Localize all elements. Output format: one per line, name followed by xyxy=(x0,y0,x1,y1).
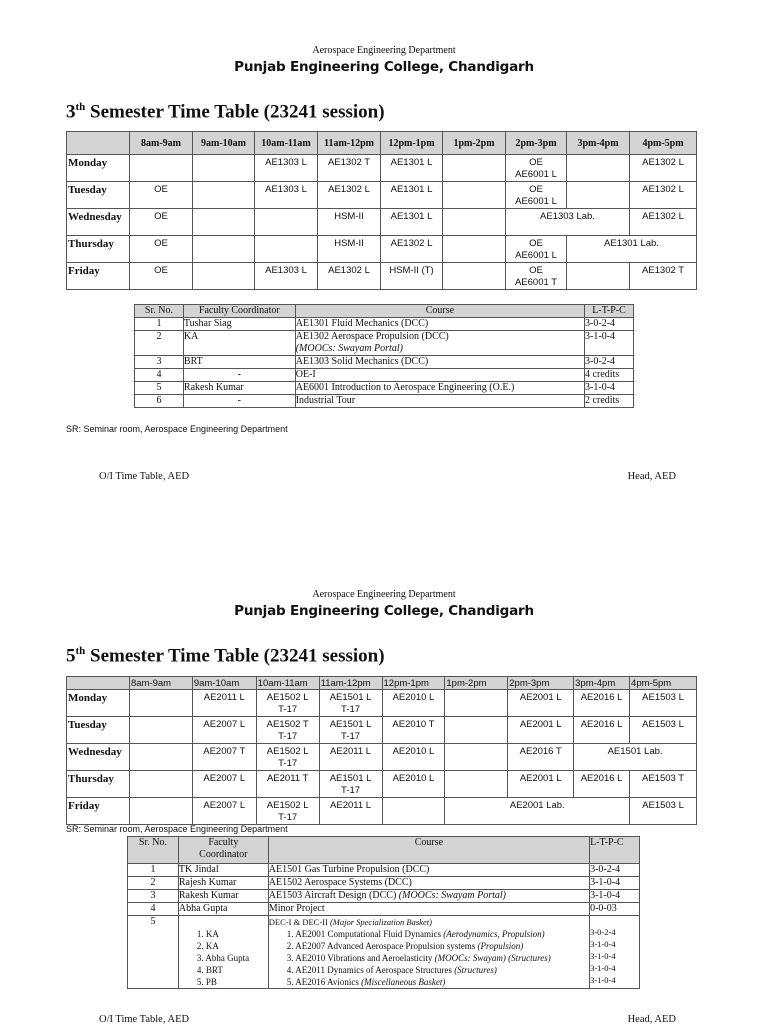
lab-slot: AE1301 Lab. xyxy=(567,236,697,263)
table-row xyxy=(67,717,697,744)
col-header: Faculty Coordinator xyxy=(178,837,268,864)
slot: AE1302 L xyxy=(381,236,443,263)
slot: AE1302 L xyxy=(630,209,697,236)
slot: AE2010 L xyxy=(382,771,445,798)
table-row xyxy=(67,209,697,236)
slot: AE1303 L xyxy=(255,155,318,182)
table-row: 6 - Industrial Tour 2 credits xyxy=(135,395,634,408)
table-row xyxy=(67,771,697,798)
table-row: 2 KA AE1302 Aerospace Propulsion (DCC) (MOOCs: Swayam Portal) 3-1-0-4 xyxy=(135,331,634,356)
table-row xyxy=(67,182,697,209)
col-header: 12pm-1pm xyxy=(381,132,443,155)
col-header: 9am-10am xyxy=(193,132,255,155)
slot: OE AE6001 L xyxy=(506,155,567,182)
day-label: Wednesday xyxy=(67,744,130,771)
elective-faculty-list: 1. KA 2. KA 3. Abha Gupta 4. BRT 5. PB xyxy=(178,916,268,989)
table-row xyxy=(67,744,697,771)
day-label: Monday xyxy=(67,690,130,717)
slot: AE1503 L xyxy=(630,690,697,717)
slot: OE xyxy=(130,263,193,290)
timetable-5th-semester xyxy=(66,676,697,825)
slot: AE1502 L T-17 xyxy=(256,744,319,771)
day-label: Thursday xyxy=(67,771,130,798)
slot: AE2001 L xyxy=(508,771,574,798)
header-row xyxy=(135,305,634,318)
slot: AE2010 L xyxy=(382,744,445,771)
day-label: Tuesday xyxy=(67,182,130,209)
elective-ltpc-list: 3-0-2-4 3-1-0-4 3-1-0-4 3-1-0-4 3-1-0-4 xyxy=(590,916,640,989)
table-row xyxy=(67,798,697,825)
slot: OE xyxy=(130,182,193,209)
slot: AE2016 L xyxy=(574,717,630,744)
slot: AE1302 L xyxy=(630,182,697,209)
slot: OE xyxy=(130,236,193,263)
faculty-course-table xyxy=(127,836,640,989)
slot: AE2007 L xyxy=(192,771,256,798)
slot: AE1503 L xyxy=(630,798,697,825)
slot: AE2011 L xyxy=(192,690,256,717)
slot: AE1302 L xyxy=(630,155,697,182)
slot: HSM-II xyxy=(318,209,381,236)
col-header: 11am-12pm xyxy=(319,677,382,690)
footer-left: O/I Time Table, AED xyxy=(99,471,190,482)
slot: AE1301 L xyxy=(381,182,443,209)
lab-slot: AE1501 Lab. xyxy=(574,744,697,771)
slot: AE2011 L xyxy=(319,798,382,825)
day-label: Friday xyxy=(67,263,130,290)
col-header: Faculty Coordinator xyxy=(183,305,295,318)
slot: AE1302 T xyxy=(318,155,381,182)
slot: AE1301 L xyxy=(381,155,443,182)
slot: OE AE6001 L xyxy=(506,182,567,209)
table-row xyxy=(67,263,697,290)
slot: AE2016 L xyxy=(574,771,630,798)
footer-left: O/I Time Table, AED xyxy=(99,1014,190,1025)
slot: AE2010 L xyxy=(382,690,445,717)
slot: AE1303 L xyxy=(255,263,318,290)
seminar-room-note: SR: Seminar room, Aerospace Engineering Department xyxy=(66,824,288,834)
slot: AE1302 L xyxy=(318,263,381,290)
table-row: 4 Abha Gupta Minor Project 0-0-03 xyxy=(128,903,640,916)
footer-right: Head, AED xyxy=(627,1014,676,1025)
slot: AE1502 L T-17 xyxy=(256,798,319,825)
col-header: 10am-11am xyxy=(255,132,318,155)
slot: OE xyxy=(130,209,193,236)
header-row xyxy=(67,132,697,155)
table-row: 1 TK Jindal AE1501 Gas Turbine Propulsion (DCC) 3-0-2-4 xyxy=(128,864,640,877)
department-name: Aerospace Engineering Department xyxy=(312,589,456,600)
day-label: Wednesday xyxy=(67,209,130,236)
col-header: Sr. No. xyxy=(135,305,184,318)
table-row: 3 Rakesh Kumar AE1503 Aircraft Design (DCC) (MOOCs: Swayam Portal) 3-1-0-4 xyxy=(128,890,640,903)
department-name: Aerospace Engineering Department xyxy=(312,45,456,56)
slot: AE1301 L xyxy=(381,209,443,236)
col-header: 1pm-2pm xyxy=(443,132,506,155)
lab-slot: AE2001 Lab. xyxy=(445,798,630,825)
day-label: Friday xyxy=(67,798,130,825)
timetable-3rd-semester xyxy=(66,131,697,290)
table-row xyxy=(67,690,697,717)
semester-title: 5th Semester Time Table (23241 session) xyxy=(66,645,385,667)
col-header: 4pm-5pm xyxy=(630,677,697,690)
table-row: 5 1. KA 2. KA 3. Abha Gupta 4. BRT 5. PB DEC-I & DEC-II (Major Specialization Basket) 1. AE2001 Computational Fluid Dynamics (Aerodynamics, Propulsion) 2. AE2007 Advanced Aerospace Propulsion systems (Propulsion) 3. AE2010 Vibrations and Aeroelasticity (MOOCs: Swayam) (Structures) 4. AE2011 Dynamics of Aerospace Structures (Structures) 5. AE2016 Avionics (Miscellaneous Basket) 3-0-2-4 3-1-0-4 3-1-0-4 3-1-0-4 3-1-0-4 xyxy=(128,916,640,989)
col-header: Course xyxy=(295,305,584,318)
slot: AE2011 L xyxy=(319,744,382,771)
table-row xyxy=(67,236,697,263)
day-label: Tuesday xyxy=(67,717,130,744)
table-row: 4 - OE-I 4 credits xyxy=(135,369,634,382)
col-header: 2pm-3pm xyxy=(506,132,567,155)
college-name: Punjab Engineering College, Chandigarh xyxy=(234,59,534,75)
slot: AE2001 L xyxy=(508,690,574,717)
lab-slot: AE1303 Lab. xyxy=(506,209,630,236)
col-header: 1pm-2pm xyxy=(445,677,508,690)
slot: AE1503 T xyxy=(630,771,697,798)
col-header: 4pm-5pm xyxy=(630,132,697,155)
col-header: 2pm-3pm xyxy=(508,677,574,690)
day-label: Thursday xyxy=(67,236,130,263)
slot: AE1503 L xyxy=(630,717,697,744)
elective-course-list: DEC-I & DEC-II (Major Specialization Basket) 1. AE2001 Computational Fluid Dynamics (Aerodynamics, Propulsion) 2. AE2007 Advanced Aerospace Propulsion systems (Propulsion) 3. AE2010 Vibrations and Aeroelasticity (MOOCs: Swayam) (Structures) 4. AE2011 Dynamics of Aerospace Structures (Structures) 5. AE2016 Avionics (Miscellaneous Basket) xyxy=(268,916,589,989)
seminar-room-note: SR: Seminar room, Aerospace Engineering Department xyxy=(66,424,288,434)
header-row xyxy=(128,837,640,864)
col-header: 3pm-4pm xyxy=(567,132,630,155)
col-header: 9am-10am xyxy=(192,677,256,690)
slot: AE1302 T xyxy=(630,263,697,290)
footer-right: Head, AED xyxy=(627,471,676,482)
day-label: Monday xyxy=(67,155,130,182)
slot: HSM-II xyxy=(318,236,381,263)
col-header: L-T-P-C xyxy=(585,305,634,318)
header-row xyxy=(67,677,697,690)
table-row xyxy=(67,155,697,182)
college-name: Punjab Engineering College, Chandigarh xyxy=(234,603,534,619)
col-header: 8am-9am xyxy=(130,132,193,155)
table-row: 3 BRT AE1303 Solid Mechanics (DCC) 3-0-2-4 xyxy=(135,356,634,369)
slot: AE1502 L T-17 xyxy=(256,690,319,717)
slot: OE AE6001 L xyxy=(506,236,567,263)
table-row: 5 Rakesh Kumar AE6001 Introduction to Aerospace Engineering (O.E.) 3-1-0-4 xyxy=(135,382,634,395)
semester-title: 3th Semester Time Table (23241 session) xyxy=(66,101,385,123)
slot: OE AE6001 T xyxy=(506,263,567,290)
table-row: 2 Rajesh Kumar AE1502 Aerospace Systems (DCC) 3-1-0-4 xyxy=(128,877,640,890)
slot: AE2010 T xyxy=(382,717,445,744)
slot: AE1501 L T-17 xyxy=(319,771,382,798)
slot: AE2011 T xyxy=(256,771,319,798)
slot: AE2016 T xyxy=(508,744,574,771)
col-header: 8am-9am xyxy=(129,677,192,690)
col-header: 3pm-4pm xyxy=(574,677,630,690)
col-header: 10am-11am xyxy=(256,677,319,690)
col-header: Course xyxy=(268,837,589,864)
slot: HSM-II (T) xyxy=(381,263,443,290)
slot: AE1303 L xyxy=(255,182,318,209)
col-header: 12pm-1pm xyxy=(382,677,445,690)
slot: AE2007 T xyxy=(192,744,256,771)
slot: AE1501 L T-17 xyxy=(319,717,382,744)
col-header: Sr. No. xyxy=(128,837,179,864)
slot: AE1302 L xyxy=(318,182,381,209)
slot: AE2001 L xyxy=(508,717,574,744)
slot: AE1501 L T-17 xyxy=(319,690,382,717)
faculty-course-table xyxy=(134,304,634,408)
slot: AE2007 L xyxy=(192,717,256,744)
col-header: L-T-P-C xyxy=(590,837,640,864)
slot: AE2007 L xyxy=(192,798,256,825)
table-row: 1 Tushar Siag AE1301 Fluid Mechanics (DCC) 3-0-2-4 xyxy=(135,318,634,331)
slot: AE2016 L xyxy=(574,690,630,717)
slot: AE1502 T T-17 xyxy=(256,717,319,744)
col-header: 11am-12pm xyxy=(318,132,381,155)
